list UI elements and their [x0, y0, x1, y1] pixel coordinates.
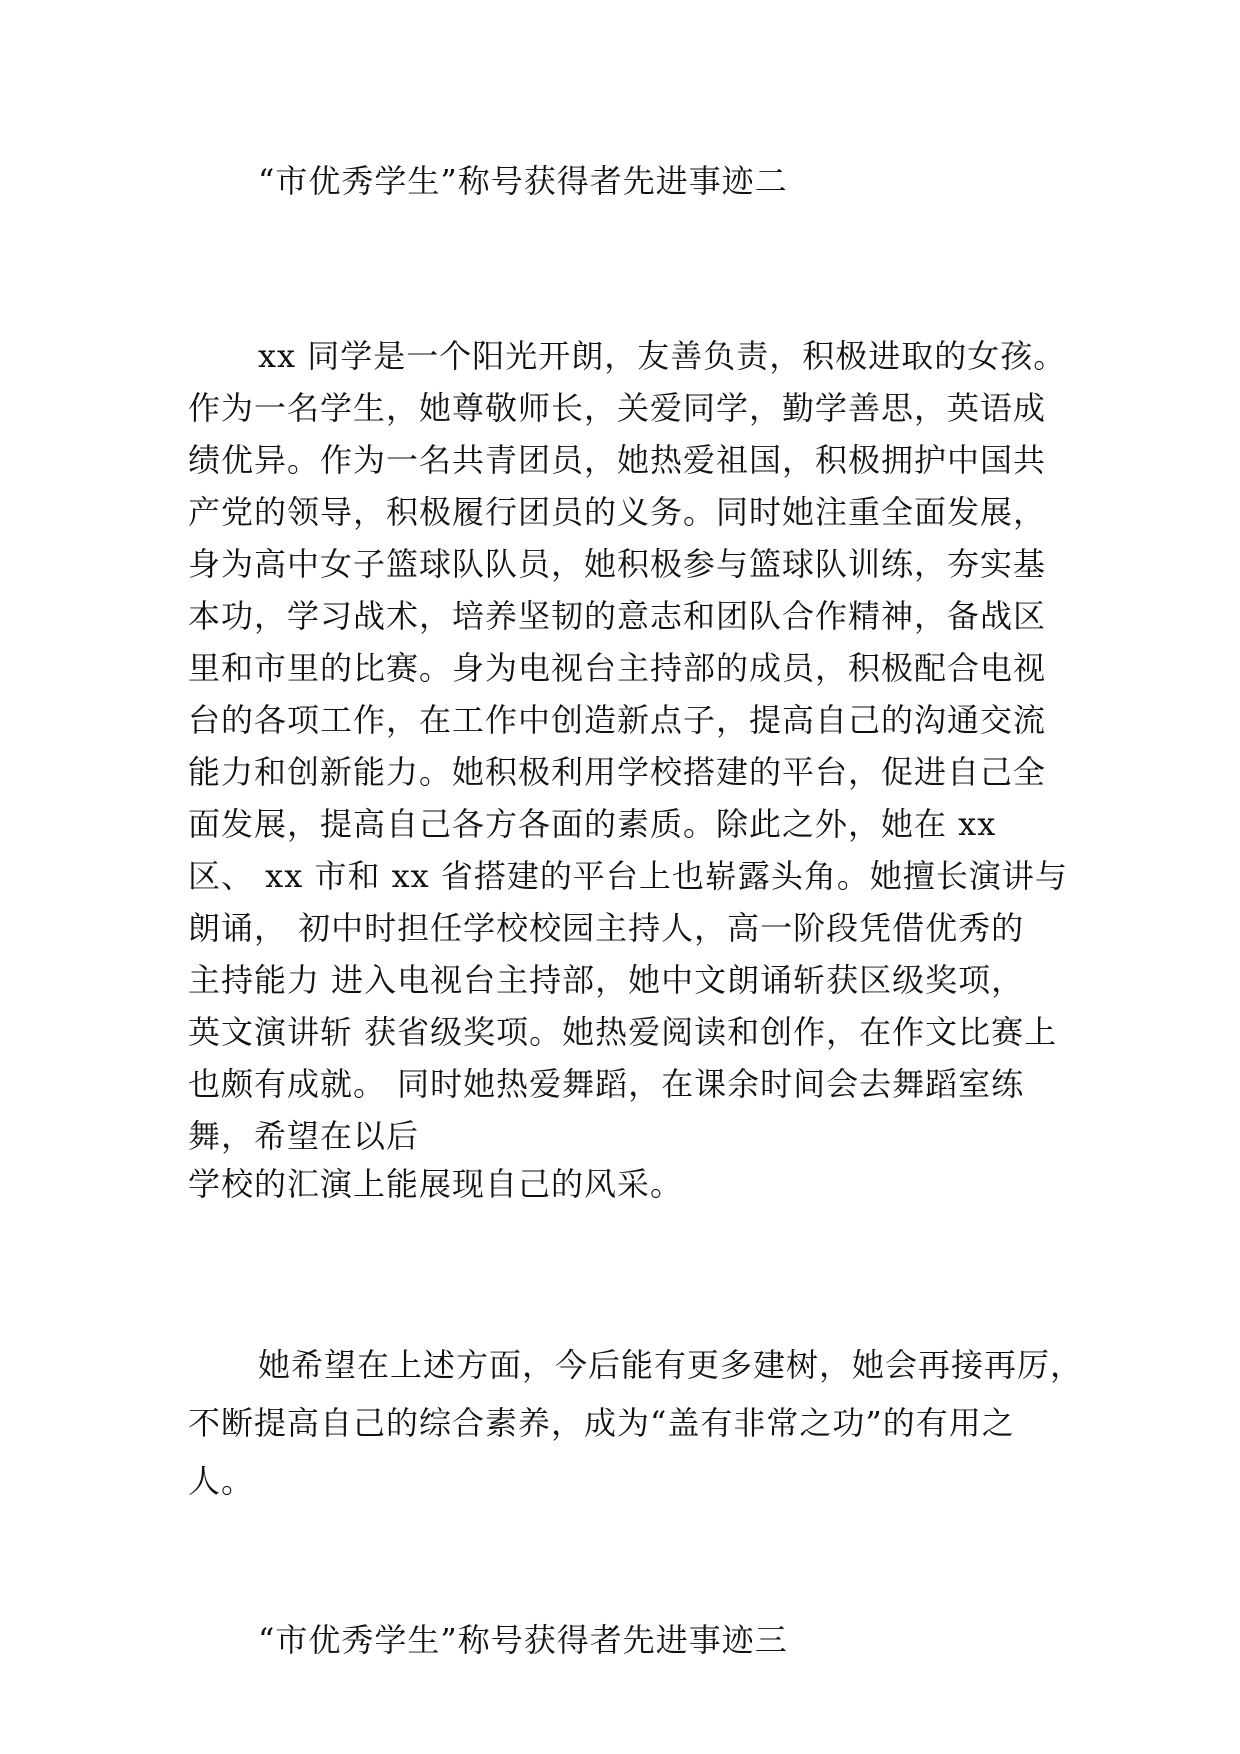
section-title-3: “市优秀学生”称号获得者先进事迹三 — [258, 1621, 788, 1659]
paragraph-line: 英文演讲斩 获省级奖项。她热爱阅读和创作，在作文比赛上 — [188, 1013, 1058, 1051]
section-title-2: “市优秀学生”称号获得者先进事迹二 — [258, 162, 788, 200]
paragraph-line: 作为一名学生，她尊敬师长，关爱同学，勤学善思，英语成 — [188, 389, 1047, 427]
paragraph-line: 里和市里的比赛。身为电视台主持部的成员，积极配合电视 — [188, 649, 1047, 687]
paragraph-line: 人。 — [188, 1462, 255, 1500]
paragraph-line: 面发展，提高自己各方各面的素质。除此之外，她在 xx — [188, 805, 997, 843]
paragraph-line: 学校的汇演上能展现自己的风采。 — [188, 1165, 684, 1203]
paragraph-line: 主持能力 进入电视台主持部，她中文朗诵斩获区级奖项， — [188, 961, 1025, 999]
paragraph-line: 能力和创新能力。她积极利用学校搭建的平台，促进自己全 — [188, 753, 1047, 791]
paragraph-line: 她希望在上述方面，今后能有更多建树，她会再接再厉， — [258, 1346, 1084, 1384]
paragraph-line: 本功，学习战术，培养坚韧的意志和团队合作精神，备战区 — [188, 597, 1047, 635]
paragraph-aspiration — [188, 1336, 1084, 1510]
paragraph-line: 绩优异。作为一名共青团员，她热爱祖国，积极拥护中国共 — [188, 441, 1047, 479]
paragraph-line: 不断提高自己的综合素养，成为“盖有非常之功”的有用之 — [188, 1404, 1015, 1442]
paragraph-line: xx 同学是一个阳光开朗，友善负责，积极进取的女孩。 — [258, 337, 1067, 375]
paragraph-line: 也颇有成就。 同时她热爱舞蹈，在课余时间会去舞蹈室练 — [188, 1065, 1025, 1103]
paragraph-line: 产党的领导，积极履行团员的义务。同时她注重全面发展， — [188, 493, 1047, 531]
paragraph-line: 朗诵， 初中时担任学校校园主持人，高一阶段凭借优秀的 — [188, 909, 1025, 947]
paragraph-continuation — [188, 1158, 1068, 1210]
paragraph-achievements — [188, 330, 1068, 1162]
paragraph-line: 台的各项工作，在工作中创造新点子，提高自己的沟通交流 — [188, 701, 1047, 739]
paragraph-line: 舞，希望在以后 — [188, 1117, 420, 1155]
paragraph-line: 身为高中女子篮球队队员，她积极参与篮球队训练，夯实基 — [188, 545, 1047, 583]
paragraph-line: 区、 xx 市和 xx 省搭建的平台上也崭露头角。她擅长演讲与 — [188, 857, 1068, 895]
